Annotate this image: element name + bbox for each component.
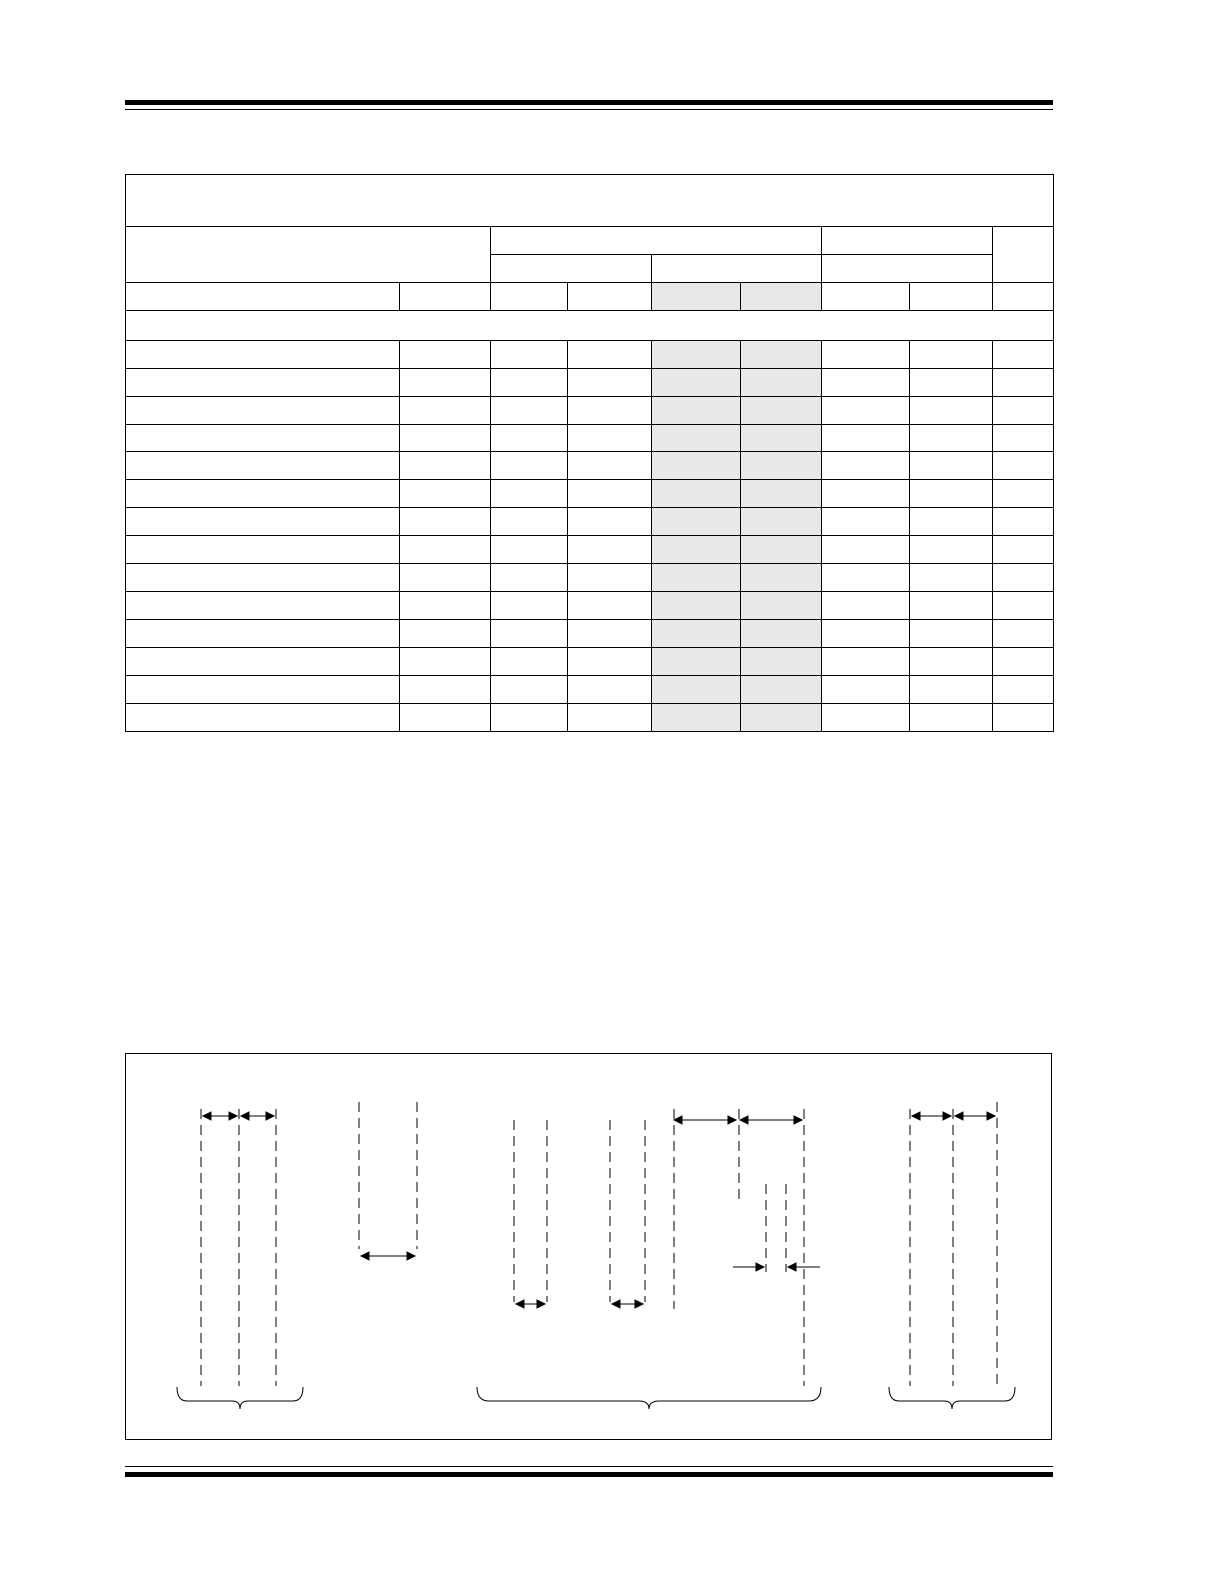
table-cell (822, 676, 910, 704)
table-cell (568, 340, 652, 368)
table-row (126, 648, 1054, 676)
table-cell (126, 704, 400, 732)
table-cell (741, 480, 822, 508)
table-cell (993, 620, 1054, 648)
table-section-row (126, 310, 1054, 340)
table-cell (910, 592, 993, 620)
table-cell (741, 368, 822, 396)
table-cell (652, 396, 741, 424)
group-header-b (822, 226, 993, 254)
table-cell (400, 564, 491, 592)
table-cell (910, 508, 993, 536)
table-cell (741, 676, 822, 704)
header-rule-thin (125, 109, 1053, 110)
table-cell (993, 452, 1054, 480)
phase-brace-stop (889, 1387, 1015, 1409)
table-cell (652, 424, 741, 452)
col-header (491, 282, 568, 310)
table-cell (652, 368, 741, 396)
table-title (126, 175, 1054, 227)
table-cell (993, 564, 1054, 592)
table-cell (568, 592, 652, 620)
phase-brace-data (477, 1387, 821, 1409)
table-cell (400, 340, 491, 368)
table-cell (400, 424, 491, 452)
table-cell (993, 536, 1054, 564)
table-row (126, 676, 1054, 704)
table-header-row-3 (126, 282, 1054, 310)
table-cell (126, 368, 400, 396)
table-cell (741, 592, 822, 620)
table-cell (652, 452, 741, 480)
table-cell (568, 536, 652, 564)
table-cell (652, 508, 741, 536)
table-cell (568, 704, 652, 732)
table-cell (568, 368, 652, 396)
table-cell (568, 424, 652, 452)
table-cell (822, 424, 910, 452)
table-cell (910, 396, 993, 424)
table-cell (910, 648, 993, 676)
table-cell (400, 536, 491, 564)
table-cell (910, 676, 993, 704)
table-cell (822, 508, 910, 536)
table-row (126, 508, 1054, 536)
table-cell (126, 396, 400, 424)
table-cell (741, 620, 822, 648)
table-cell (910, 620, 993, 648)
table-cell (568, 452, 652, 480)
footer-rule-thick (125, 1472, 1053, 1477)
table-cell (126, 480, 400, 508)
guide-lines (201, 1102, 997, 1386)
table-cell (741, 340, 822, 368)
table-cell (400, 676, 491, 704)
table-cell (993, 704, 1054, 732)
table-cell (822, 620, 910, 648)
table-cell (400, 648, 491, 676)
footer-rule-thin (125, 1466, 1053, 1467)
table-cell (652, 648, 741, 676)
table-cell (993, 340, 1054, 368)
table-cell (741, 648, 822, 676)
section-label (126, 310, 1054, 340)
table-cell (400, 368, 491, 396)
table-row (126, 424, 1054, 452)
table-cell (126, 676, 400, 704)
table-cell (491, 704, 568, 732)
col-header (652, 282, 741, 310)
table-cell (126, 536, 400, 564)
col-header (126, 282, 400, 310)
table-cell (126, 452, 400, 480)
table-cell (741, 396, 822, 424)
table-cell (741, 452, 822, 480)
table-cell (993, 676, 1054, 704)
table-cell (741, 704, 822, 732)
timing-arrows (203, 1112, 995, 1308)
table-cell (491, 480, 568, 508)
subgroup-header-b1 (822, 254, 993, 282)
spec-table (125, 174, 1054, 732)
timing-diagram (126, 1054, 1053, 1441)
table-cell (126, 508, 400, 536)
table-cell (400, 396, 491, 424)
param-header (126, 226, 491, 282)
subgroup-header-a1 (491, 254, 652, 282)
table-cell (652, 704, 741, 732)
table-cell (568, 480, 652, 508)
table-cell (652, 340, 741, 368)
table-cell (910, 480, 993, 508)
table-cell (993, 396, 1054, 424)
table-cell (126, 424, 400, 452)
table-cell (993, 480, 1054, 508)
table-cell (568, 396, 652, 424)
table-cell (491, 452, 568, 480)
table-cell (910, 704, 993, 732)
table-cell (910, 452, 993, 480)
table-cell (822, 648, 910, 676)
table-row (126, 536, 1054, 564)
table-cell (491, 648, 568, 676)
table-cell (491, 508, 568, 536)
table-cell (491, 396, 568, 424)
table-cell (822, 368, 910, 396)
table-cell (822, 564, 910, 592)
table-cell (910, 536, 993, 564)
col-header (568, 282, 652, 310)
table-cell (491, 592, 568, 620)
table-cell (993, 508, 1054, 536)
table-cell (126, 592, 400, 620)
table-cell (568, 508, 652, 536)
timing-diagram-frame (125, 1053, 1052, 1440)
table-cell (491, 536, 568, 564)
table-cell (400, 452, 491, 480)
table-cell (491, 676, 568, 704)
table-cell (126, 564, 400, 592)
table-cell (741, 424, 822, 452)
table-cell (993, 424, 1054, 452)
table-cell (993, 592, 1054, 620)
col-header (910, 282, 993, 310)
table-cell (822, 480, 910, 508)
col-header (400, 282, 491, 310)
table-cell (400, 592, 491, 620)
table-cell (652, 620, 741, 648)
group-header-a (491, 226, 822, 254)
table-cell (568, 620, 652, 648)
table-cell (400, 704, 491, 732)
table-cell (910, 340, 993, 368)
table-row (126, 452, 1054, 480)
table-cell (652, 676, 741, 704)
table-cell (993, 368, 1054, 396)
table-cell (400, 480, 491, 508)
subgroup-header-a2 (652, 254, 822, 282)
table-cell (822, 452, 910, 480)
table-cell (652, 592, 741, 620)
table-body (126, 340, 1054, 731)
table-row (126, 592, 1054, 620)
table-row (126, 480, 1054, 508)
table-cell (741, 536, 822, 564)
col-header (822, 282, 910, 310)
table-cell (491, 340, 568, 368)
table-cell (491, 620, 568, 648)
table-row (126, 340, 1054, 368)
table-cell (741, 508, 822, 536)
units-header (993, 226, 1054, 282)
table-cell (822, 536, 910, 564)
table-cell (822, 396, 910, 424)
header-rule-thick (125, 100, 1053, 105)
table-row (126, 368, 1054, 396)
phase-brace-start (177, 1387, 303, 1409)
table-cell (993, 648, 1054, 676)
table-cell (568, 564, 652, 592)
table-header-row-1 (126, 226, 1054, 254)
table-cell (491, 368, 568, 396)
table-cell (910, 368, 993, 396)
table-cell (126, 340, 400, 368)
table-title-row (126, 175, 1054, 227)
table-cell (126, 648, 400, 676)
col-header (993, 282, 1054, 310)
table-row (126, 620, 1054, 648)
table-cell (568, 648, 652, 676)
table-row (126, 396, 1054, 424)
table-cell (652, 536, 741, 564)
table-cell (568, 676, 652, 704)
col-header (741, 282, 822, 310)
table-row (126, 704, 1054, 732)
table-cell (491, 424, 568, 452)
table-cell (741, 564, 822, 592)
table-cell (126, 620, 400, 648)
table-cell (822, 592, 910, 620)
table-cell (652, 564, 741, 592)
table-cell (910, 424, 993, 452)
table-cell (822, 340, 910, 368)
table-row (126, 564, 1054, 592)
table-cell (652, 480, 741, 508)
table-cell (822, 704, 910, 732)
table-cell (400, 620, 491, 648)
table-cell (910, 564, 993, 592)
table-cell (491, 564, 568, 592)
table-cell (400, 508, 491, 536)
